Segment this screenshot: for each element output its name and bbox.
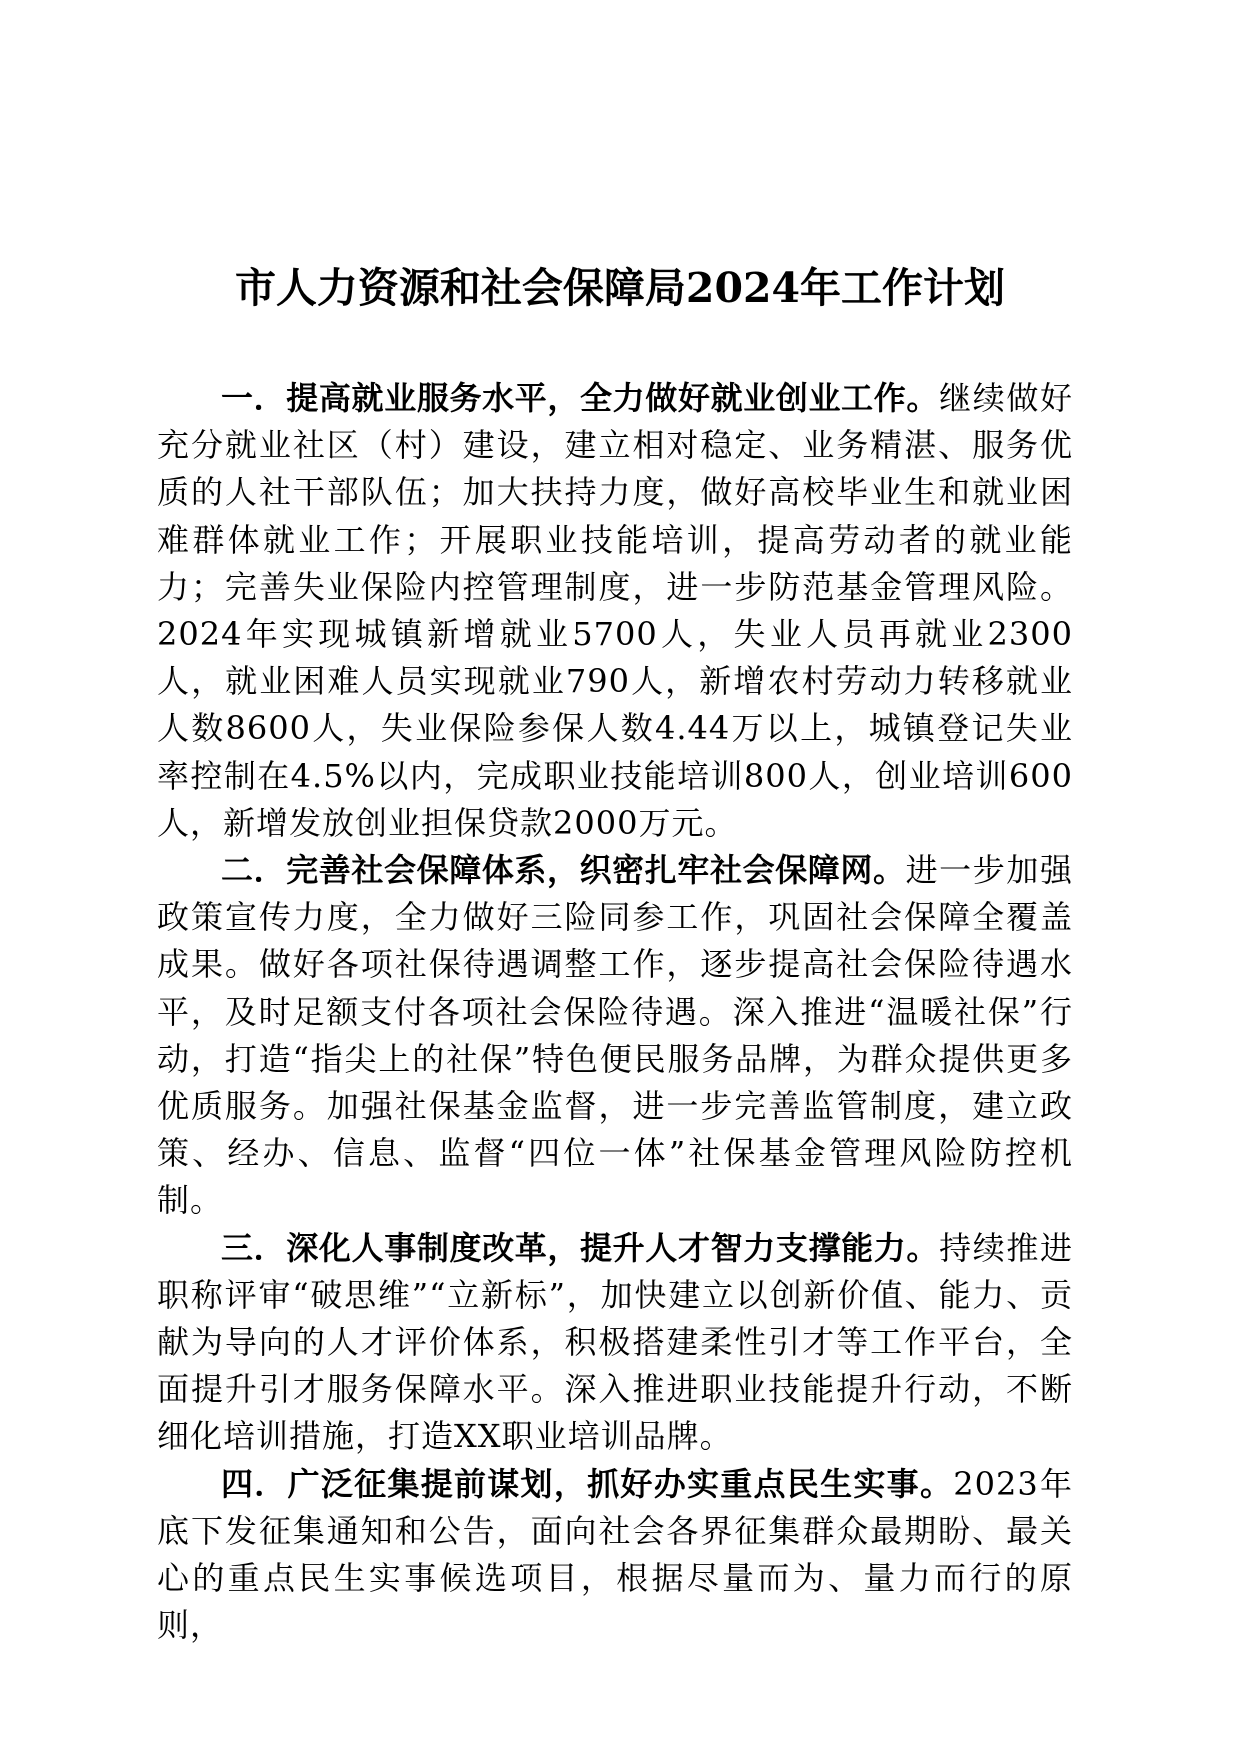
section-3-text: 持续推进职称评审“破思维”“立新标”，加快建立以创新价值、能力、贡献为导向的人才评价体系，积极搭建柔性引才等工作平台，全面提升引才服务保障水平。深入推进职业技能提升行动，不断细化培训措施，打造XX职业培训品牌。 — [157, 1228, 1073, 1456]
section-4-heading: 四．广泛征集提前谋划，抓好办实重点民生实事。 — [221, 1464, 954, 1503]
section-2-paragraph — [157, 847, 1073, 1225]
section-4-paragraph — [157, 1461, 1073, 1650]
section-1-heading: 一．提高就业服务水平，全力做好就业创业工作。 — [221, 379, 940, 417]
section-1-text: 继续做好充分就业社区（村）建设，建立相对稳定、业务精湛、服务优质的人社干部队伍；加大扶持力度，做好高校毕业生和就业困难群体就业工作；开展职业技能培训，提高劳动者的就业能力；完善失业保险内控管理制度，进一步防范基金管理风险。2024年实现城镇新增就业5700人，失业人员再就业2300人，就业困难人员实现就业790人，新增农村劳动力转移就业人数8600人，失业保险参保人数4.44万以上，城镇登记失业率控制在4.5%以内，完成职业技能培训800人，创业培训600人，新增发放创业担保贷款2000万元。 — [157, 379, 1073, 842]
section-3-paragraph — [157, 1225, 1073, 1461]
section-2-heading: 二．完善社会保障体系，织密扎牢社会保障网。 — [221, 851, 906, 890]
section-4-text: 2023年底下发征集通知和公告，面向社会各界征集群众最期盼、最关心的重点民生实事候选项目，根据尽量而为、量力而行的原则， — [157, 1464, 1073, 1645]
section-1-paragraph — [157, 375, 1073, 847]
document-body — [157, 375, 1073, 1649]
section-2-text: 进一步加强政策宣传力度，全力做好三险同参工作，巩固社会保障全覆盖成果。做好各项社保待遇调整工作，逐步提高社会保险待遇水平，及时足额支付各项社会保险待遇。深入推进“温暖社保”行动，打造“指尖上的社保”特色便民服务品牌，为群众提供更多优质服务。加强社保基金监督，进一步完善监管制度，建立政策、经办、信息、监督“四位一体”社保基金管理风险防控机制。 — [157, 851, 1073, 1220]
document-title: 市人力资源和社会保障局2024年工作计划 — [234, 264, 1006, 312]
section-3-heading: 三．深化人事制度改革，提升人才智力支撑能力。 — [221, 1228, 940, 1267]
